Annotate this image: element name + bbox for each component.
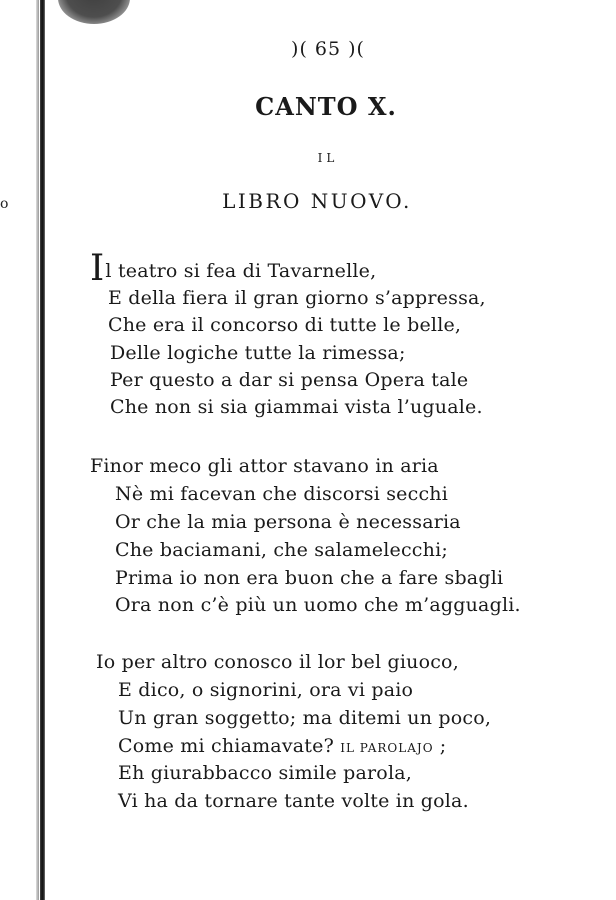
speaker-smallcaps: IL PAROLAJO bbox=[340, 741, 434, 755]
verse-line: Finor meco gli attor stavano in aria bbox=[90, 455, 439, 477]
verse-line: E dico, o signorini, ora vi paio bbox=[118, 679, 414, 701]
verse-line: Eh giurabbacco simile parola, bbox=[118, 762, 412, 784]
verse-line: Vi ha da tornare tante volte in gola. bbox=[118, 790, 469, 812]
verse-line: Che baciamani, che salamelecchi; bbox=[115, 539, 448, 561]
verse-line: Nè mi facevan che discorsi secchi bbox=[115, 483, 448, 505]
canto-heading: CANTO X. bbox=[255, 92, 397, 121]
facing-page-edge-letter: o bbox=[0, 196, 9, 212]
verse-line: Un gran soggetto; ma ditemi un poco, bbox=[118, 707, 492, 729]
poem-title: LIBRO NUOVO. bbox=[222, 189, 412, 213]
verse-line: Che non si sia giammai vista l’uguale. bbox=[110, 396, 483, 418]
verse-line: Or che la mia persona è necessaria bbox=[115, 511, 461, 533]
verse-line: Che era il concorso di tutte le belle, bbox=[108, 314, 462, 336]
page-number: )( 65 )( bbox=[291, 38, 365, 60]
verse-text: l teatro si fea di Tavarnelle, bbox=[105, 260, 377, 282]
verse-line: Per questo a dar si pensa Opera tale bbox=[110, 369, 469, 391]
verse-line bbox=[118, 735, 446, 757]
verse-line: Prima io non era buon che a fare sbagli bbox=[115, 567, 504, 589]
page-spine-edge bbox=[40, 0, 45, 900]
verse-line: Delle logiche tutte la rimessa; bbox=[110, 342, 406, 364]
page-gutter-shadow bbox=[36, 0, 39, 900]
verse-line: E della fiera il gran giorno s’appressa, bbox=[108, 287, 486, 309]
thumb-shadow bbox=[58, 0, 130, 24]
verse-text: Come mi chiamavate? bbox=[118, 735, 334, 757]
verse-punctuation: ; bbox=[439, 735, 447, 757]
verse-line: Io per altro conosco il lor bel giuoco, bbox=[96, 651, 459, 673]
verse-line: Ora non c’è più un uomo che m’agguagli. bbox=[115, 594, 521, 616]
drop-cap: I bbox=[90, 248, 105, 289]
title-article: IL bbox=[317, 151, 339, 165]
verse-line bbox=[90, 248, 377, 289]
